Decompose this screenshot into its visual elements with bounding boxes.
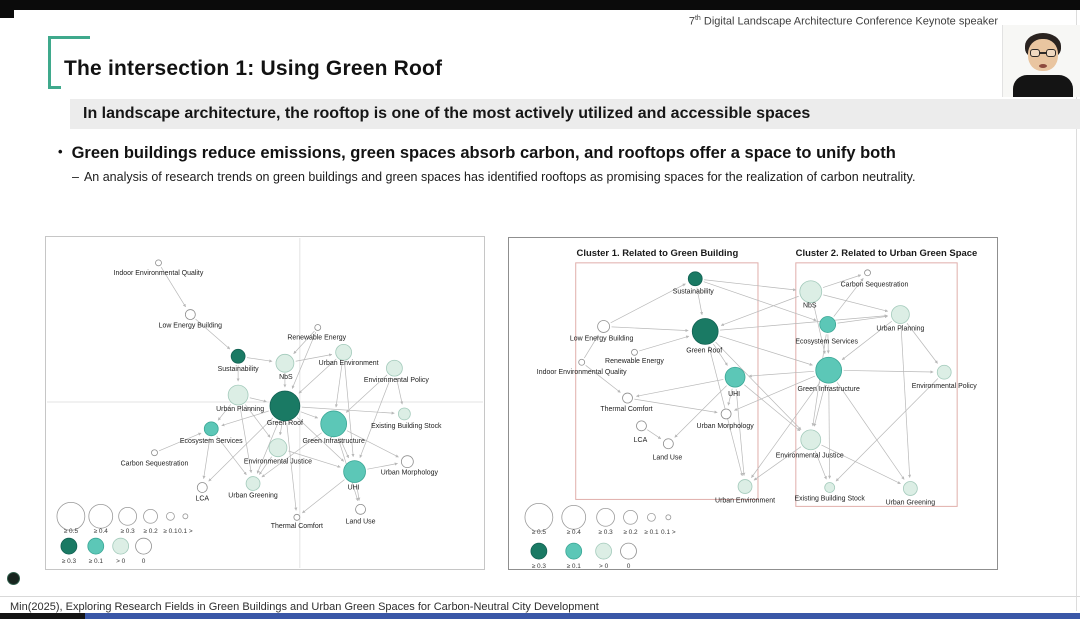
network-panel-combined [45,236,485,570]
conference-header [689,15,998,28]
svg-text:≥ 0.3: ≥ 0.3 [120,528,135,536]
svg-text:Urban Morphology: Urban Morphology [380,469,438,477]
svg-text:Carbon Sequestration: Carbon Sequestration [840,281,909,289]
statement-text: In landscape architecture, the rooftop is one of the most actively utilized and accessible spaces [83,105,811,122]
svg-text:Urban Greening: Urban Greening [885,499,936,507]
svg-text:Urban Greening: Urban Greening [228,492,278,500]
svg-text:≥ 0.2: ≥ 0.2 [623,529,638,537]
svg-text:NbS: NbS [802,302,817,310]
svg-text:≥ 0.5: ≥ 0.5 [531,529,547,537]
svg-text:0.1 >: 0.1 > [661,529,676,537]
svg-text:Existing Building Stock: Existing Building Stock [371,422,442,430]
svg-text:Renewable Energy: Renewable Energy [605,358,664,366]
svg-text:Green Infrastructure: Green Infrastructure [797,386,860,394]
svg-text:≥ 0.1: ≥ 0.1 [88,558,103,566]
svg-text:≥ 0.1: ≥ 0.1 [163,528,178,536]
svg-text:0: 0 [141,558,146,566]
svg-text:Cluster 1. Related to Green Bu: Cluster 1. Related to Green Building [576,247,739,259]
svg-text:≥ 0.3: ≥ 0.3 [598,529,613,537]
svg-text:> 0: > 0 [116,558,126,566]
svg-text:Environmental Policy: Environmental Policy [363,377,429,385]
dash-marker: – [72,170,79,184]
svg-text:Environmental Policy: Environmental Policy [911,383,977,391]
svg-text:Thermal Comfort: Thermal Comfort [600,405,653,413]
speaker-mouth [1039,64,1047,68]
bullet-main-text: Green buildings reduce emissions, green spaces absorb carbon, and rooftops offer a space to unify both [71,144,896,162]
svg-text:Urban Environment: Urban Environment [715,497,776,505]
svg-text:0: 0 [626,563,631,569]
bullet-sub-text: An analysis of research trends on green buildings and green spaces has identified rooftops as promising spaces for the realization of carbon neutrality. [83,170,916,184]
conference-number: 7 [688,15,695,28]
svg-text:≥ 0.3: ≥ 0.3 [531,563,547,569]
bullet-marker: • [58,144,63,159]
bottom-bar-blue-segment [85,613,1080,619]
svg-text:≥ 0.1: ≥ 0.1 [566,563,581,569]
svg-text:≥ 0.4: ≥ 0.4 [566,529,581,537]
network-panel-clusters [508,237,998,570]
svg-text:Low Energy Building: Low Energy Building [158,322,223,330]
svg-text:NbS: NbS [279,374,293,382]
top-black-bar [0,0,1080,10]
svg-text:LCA: LCA [195,495,210,503]
speaker-webcam-video [1002,25,1080,97]
svg-text:Existing Building Stock: Existing Building Stock [794,495,865,503]
bullet-sub [72,170,915,184]
svg-text:Indoor Environmental Quality: Indoor Environmental Quality [536,369,627,377]
svg-text:≥ 0.4: ≥ 0.4 [93,528,108,536]
svg-text:Carbon Sequestration: Carbon Sequestration [120,460,189,468]
svg-text:Cluster 2. Related to Urban Gr: Cluster 2. Related to Urban Green Space [795,247,978,259]
svg-text:Renewable Energy: Renewable Energy [287,334,347,342]
svg-text:Urban Morphology: Urban Morphology [696,422,754,430]
speaker-shirt [1013,75,1073,97]
svg-text:Ecosystem Services: Ecosystem Services [179,437,243,445]
svg-text:≥ 0.5: ≥ 0.5 [63,528,79,536]
svg-text:Ecosystem Services: Ecosystem Services [795,338,859,346]
svg-text:UHI: UHI [728,391,741,399]
svg-text:Green Roof: Green Roof [686,347,723,355]
svg-text:≥ 0.2: ≥ 0.2 [143,528,158,536]
svg-text:> 0: > 0 [599,563,609,569]
svg-text:Green Infrastructure: Green Infrastructure [302,437,365,445]
bottom-bar-dark-segment [0,613,85,619]
clustered-network-diagram [509,238,997,569]
svg-text:LCA: LCA [633,436,648,444]
svg-text:≥ 0.3: ≥ 0.3 [61,558,77,566]
combined-network-diagram [46,237,484,569]
svg-text:Low Energy Building: Low Energy Building [569,335,634,343]
svg-text:Thermal Comfort: Thermal Comfort [270,523,323,531]
glasses-icon [1030,49,1056,58]
conference-text: Digital Landscape Architecture Conference Keynote speaker [700,15,998,28]
svg-text:Urban Planning: Urban Planning [876,325,925,333]
svg-text:Sustainability: Sustainability [217,366,259,374]
svg-text:Urban Environment: Urban Environment [318,360,379,368]
page-title: The intersection 1: Using Green Roof [64,57,443,80]
svg-text:Land Use: Land Use [345,518,376,526]
svg-text:≥ 0.1: ≥ 0.1 [644,529,659,537]
citation-text: Min(2025), Exploring Research Fields in Green Buildings and Urban Green Spaces for Carbon-Neutral City Development [10,601,599,613]
conference-ordinal: th [694,15,701,22]
footer-divider [0,596,1080,597]
svg-text:Urban Planning: Urban Planning [216,405,265,413]
svg-text:0.1 >: 0.1 > [178,528,193,536]
svg-text:Land Use: Land Use [652,454,683,462]
svg-text:Green Roof: Green Roof [266,419,303,427]
statement-bar [70,99,1080,129]
svg-text:Environmental Justice: Environmental Justice [775,452,844,460]
svg-text:UHI: UHI [347,484,360,492]
svg-text:Environmental Justice: Environmental Justice [243,458,312,466]
svg-text:Sustainability: Sustainability [672,288,714,296]
bullet-main [58,144,896,163]
presenter-logo-icon [7,572,20,585]
top-black-bar-notch [0,0,14,18]
svg-text:Indoor Environmental Quality: Indoor Environmental Quality [113,269,204,277]
